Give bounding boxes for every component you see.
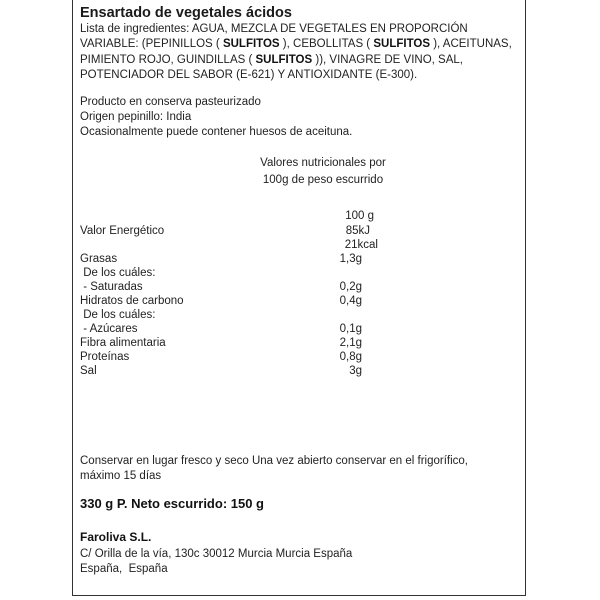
ingredients-text: Lista de ingredientes: AGUA, MEZCLA DE VEGETALES EN PROPORCIÓN VARIABLE: (PEPINILLOS ( bbox=[80, 23, 468, 51]
ingredients-text: ), ACEITUNAS, PIMIENTO ROJO, GUINDILLAS ( bbox=[80, 38, 512, 66]
nutrition-heading-line: 100g de peso escurrido bbox=[262, 174, 384, 186]
company-country: España, España bbox=[80, 563, 168, 575]
nutrition-row bbox=[80, 239, 380, 253]
nutrient-value: 0,4g bbox=[339, 295, 362, 307]
nutrition-row bbox=[80, 253, 380, 267]
company-address: C/ Orilla de la vía, 130c 30012 Murcia Murcia España bbox=[80, 548, 353, 560]
storage-line: máximo 15 días bbox=[80, 470, 162, 482]
nutrient-name: Grasas bbox=[80, 253, 118, 265]
product-title: Ensartado de vegetales ácidos bbox=[80, 5, 292, 21]
nutrition-row bbox=[80, 337, 380, 351]
nutrition-column-header bbox=[80, 210, 380, 224]
info-pasteurized: Producto en conserva pasteurizado bbox=[80, 96, 261, 108]
nutrient-value: 3g bbox=[349, 365, 362, 377]
nutrient-value: 2,1g bbox=[339, 337, 362, 349]
nutrition-row bbox=[80, 323, 380, 337]
allergen: SULFITOS bbox=[222, 38, 280, 51]
nutrition-row bbox=[80, 281, 380, 295]
nutrient-value: 85kJ bbox=[345, 225, 370, 237]
nutrition-row bbox=[80, 365, 380, 379]
nutrient-name: Fibra alimentaria bbox=[80, 337, 166, 349]
nutrition-row bbox=[80, 267, 380, 281]
nutrient-name: Hidratos de carbono bbox=[80, 295, 184, 307]
company-name: Faroliva S.L. bbox=[80, 530, 152, 544]
nutrient-name: Sal bbox=[80, 365, 97, 377]
nutrient-value: 0,2g bbox=[339, 281, 362, 293]
info-warning: Ocasionalmente puede contener huesos de aceituna. bbox=[80, 126, 353, 138]
allergen: SULFITOS bbox=[255, 53, 313, 66]
nutrition-row bbox=[80, 351, 380, 365]
allergen: SULFITOS bbox=[373, 38, 430, 51]
column-header: 100 g bbox=[345, 210, 374, 222]
nutrient-value: 0,8g bbox=[339, 351, 362, 363]
nutrient-value: 1,3g bbox=[339, 253, 362, 265]
nutrient-name: Valor Energético bbox=[80, 225, 165, 237]
nutrient-value: 0,1g bbox=[339, 323, 362, 335]
nutrient-name: De los cuáles: bbox=[80, 309, 156, 321]
nutrition-heading bbox=[233, 155, 413, 189]
nutrient-name: De los cuáles: bbox=[80, 267, 156, 279]
nutrition-row bbox=[80, 309, 380, 323]
storage-line: Conservar en lugar fresco y seco Una vez abierto conservar en el frigorífico, bbox=[80, 455, 468, 467]
ingredients-list bbox=[80, 22, 520, 83]
nutrient-value: 21kcal bbox=[344, 239, 378, 251]
nutrient-name: - Saturadas bbox=[80, 281, 143, 293]
net-weight: 330 g P. Neto escurrido: 150 g bbox=[80, 496, 264, 511]
nutrient-name: - Azúcares bbox=[80, 323, 138, 335]
nutrition-row bbox=[80, 225, 380, 239]
ingredients-text: ), CEBOLLITAS ( bbox=[279, 38, 374, 51]
info-origin: Origen pepinillo: India bbox=[80, 111, 192, 123]
nutrition-row bbox=[80, 295, 380, 309]
product-label bbox=[72, 0, 526, 596]
ingredients-text: )), VINAGRE DE VINO, SAL, POTENCIADOR DEL SABOR (E-621) Y ANTIOXIDANTE (E-300). bbox=[80, 53, 463, 81]
nutrition-heading-line: Valores nutricionales por bbox=[260, 157, 386, 169]
nutrient-name: Proteínas bbox=[80, 351, 130, 363]
